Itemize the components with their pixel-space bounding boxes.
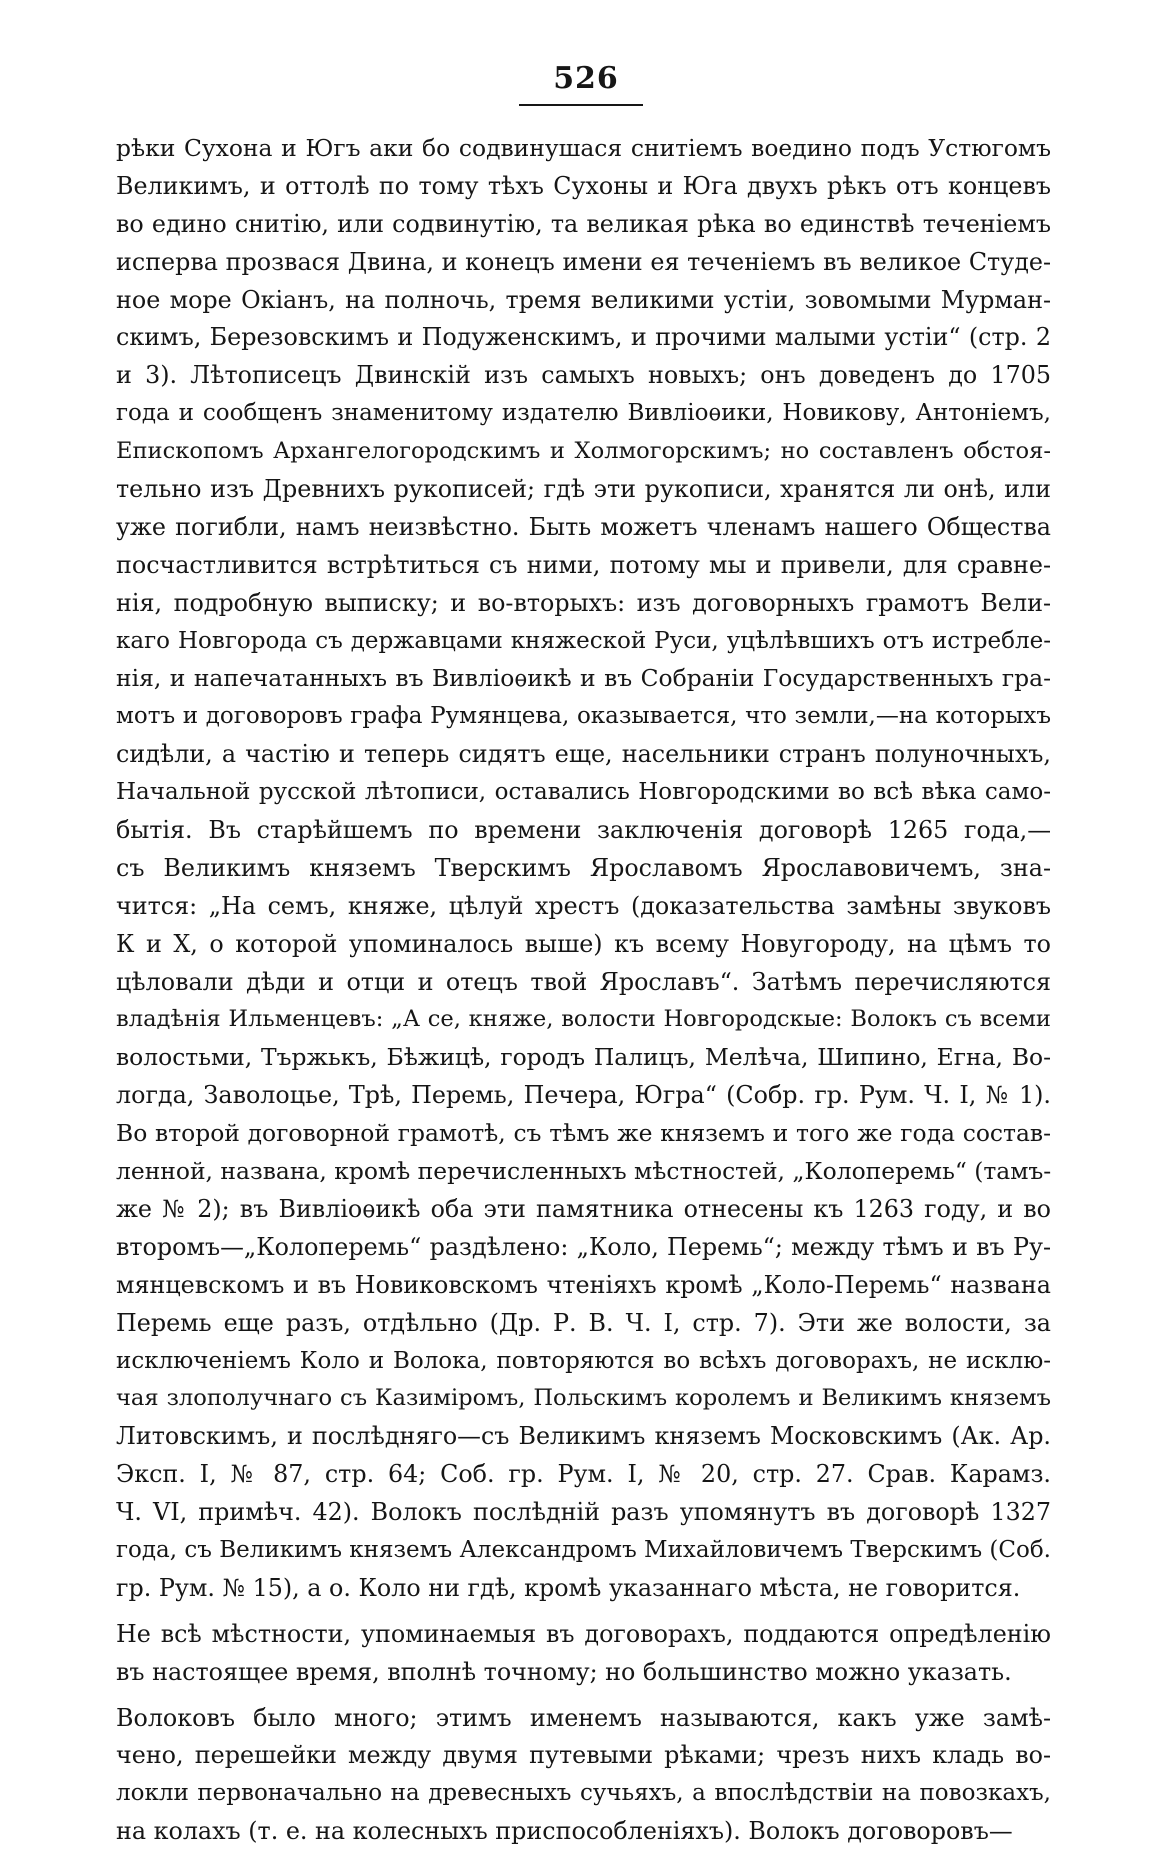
text-line: Во второй договорной грамотѣ, съ тѣмъ же княземъ и того же года состав- [116,1119,1051,1148]
text-line: цѣловали дѣди и отци и отецъ твой Ярославъ“. Затѣмъ перечисляются [116,967,1051,996]
text-line: локли первоначально на древесныхъ сучьяхъ, а впослѣдствіи на повозкахъ, [116,1780,1051,1807]
text-line: Литовскимъ, и послѣдняго—съ Великимъ княземъ Московскимъ (Ак. Ар. [116,1422,1051,1451]
text-line: логда, Заволоцье, Трѣ, Перемь, Печера, Югра“ (Собр. гр. Рум. Ч. I, № 1). [116,1081,1051,1110]
text-line: чится: „На семъ, княже, цѣлуй хрестъ (доказательства замѣны звуковъ [116,891,1051,920]
text-line: владѣнія Ильменцевъ: „А се, княже, волости Новгородскые: Волокъ съ всеми [116,1006,1051,1033]
text-line: Епископомъ Архангелогородскимъ и Холмогорскимъ; но составленъ обстоя- [116,438,1051,465]
text-line: Эксп. I, № 87, стр. 64; Соб. гр. Рум. I, № 20, стр. 27. Срав. Карамз. [116,1460,1051,1489]
text-line: нія, и напечатанныхъ въ Вивліоѳикѣ и въ Собраніи Государственныхъ гра- [116,664,1051,693]
body-text [116,130,1051,1851]
paragraph [116,130,1051,1608]
text-line: бытія. Въ старѣйшемъ по времени заключенія договорѣ 1265 года,— [116,816,1051,845]
text-line: ное море Окіанъ, на полночь, тремя великими устіи, зовомыми Мурман- [116,285,1051,314]
text-line: Не всѣ мѣстности, упоминаемыя въ договорахъ, поддаются опредѣленію [116,1619,1051,1648]
text-line: года, съ Великимъ княземъ Александромъ Михайловичемъ Тверскимъ (Соб. [116,1536,1051,1563]
text-line: сидѣли, а частію и теперь сидятъ еще, насельники странъ полуночныхъ, [116,740,1051,769]
header-rule [519,104,643,106]
text-line: посчастливится встрѣтиться съ ними, потому мы и привели, для сравне- [116,550,1051,579]
text-line: исперва прозвася Двина, и конецъ имени ея теченіемъ въ великое Студе- [116,247,1051,276]
text-line: нія, подробную выписку; и во-вторыхъ: изъ договорныхъ грамотъ Вели- [116,588,1051,617]
text-line: уже погибли, намъ неизвѣстно. Быть можетъ членамъ нашего Общества [116,512,1051,541]
text-line: К и Х, о которой упоминалось выше) къ всему Новугороду, на цѣмъ то [116,929,1051,958]
text-line: второмъ—„Колоперемь“ раздѣлено: „Коло, Перемь“; между тѣмъ и въ Ру- [116,1232,1051,1261]
text-line: же № 2); въ Вивліоѳикѣ оба эти памятника отнесены къ 1263 году, и во [116,1194,1051,1223]
text-line: и 3). Лѣтописецъ Двинскій изъ самыхъ новыхъ; онъ доведенъ до 1705 [116,361,1051,390]
text-line: волостьми, Тържькъ, Бѣжицѣ, городъ Палицъ, Мелѣча, Шипино, Егна, Во- [116,1043,1051,1072]
text-line: чая злополучнаго съ Казиміромъ, Польскимъ королемъ и Великимъ княземъ [116,1385,1051,1412]
text-line: Великимъ, и оттолѣ по тому тѣхъ Сухоны и Юга двухъ рѣкъ отъ концевъ [116,171,1051,200]
paragraph [116,1700,1051,1851]
text-line: чено, перешейки между двумя путевыми рѣками; чрезъ нихъ кладь во- [116,1741,1051,1770]
text-line: скимъ, Березовскимъ и Подуженскимъ, и прочими малыми устіи“ (стр. 2 [116,323,1051,352]
text-line: на колахъ (т. е. на колесныхъ приспособленіяхъ). Волокъ договоровъ— [116,1817,1013,1846]
text-line: во едино снитію, или содвинутію, та великая рѣка во единствѣ теченіемъ [116,209,1051,238]
paragraph [116,1616,1051,1692]
text-line: мотъ и договоровъ графа Румянцева, оказывается, что земли,—на которыхъ [116,703,1051,730]
text-line: рѣки Сухона и Югъ аки бо содвинушася снитіемъ воедино подъ Устюгомъ [116,134,1051,162]
text-line: тельно изъ Древнихъ рукописей; гдѣ эти рукописи, хранятся ли онѣ, или [116,475,1051,504]
text-line: мянцевскомъ и въ Новиковскомъ чтеніяхъ кромѣ „Коло-Перемь“ названа [116,1270,1051,1299]
text-line: ленной, названа, кромѣ перечисленныхъ мѣстностей, „Колоперемь“ (тамъ- [116,1157,1051,1186]
text-line: Начальной русской лѣтописи, оставались Новгородскими во всѣ вѣка само- [116,779,1051,806]
paragraph-gap [116,1692,1051,1700]
paragraph-gap [116,1608,1051,1616]
text-line: гр. Рум. № 15), а о. Коло ни гдѣ, кромѣ указаннаго мѣста, не говорится. [116,1573,1021,1602]
page-number: 526 [553,61,619,96]
text-line: съ Великимъ княземъ Тверскимъ Ярославомъ Ярославовичемъ, зна- [116,853,1051,882]
text-line: каго Новгорода съ державцами княжеской Руси, уцѣлѣвшихъ отъ истребле- [116,627,1051,654]
text-line: Волоковъ было много; этимъ именемъ называются, какъ уже замѣ- [116,1703,1051,1732]
text-line: года и сообщенъ знаменитому издателю Вивліоѳики, Новикову, Антоніемъ, [116,400,1051,427]
text-line: исключеніемъ Коло и Волока, повторяются во всѣхъ договорахъ, не исклю- [116,1347,1051,1374]
text-line: Перемь еще разъ, отдѣльно (Др. Р. В. Ч. I, стр. 7). Эти же волости, за [116,1308,1051,1337]
text-line: въ настоящее время, вполнѣ точному; но большинство можно указать. [116,1657,1012,1686]
text-line: Ч. VI, примѣч. 42). Волокъ послѣдній разъ упомянутъ въ договорѣ 1327 [116,1498,1051,1527]
